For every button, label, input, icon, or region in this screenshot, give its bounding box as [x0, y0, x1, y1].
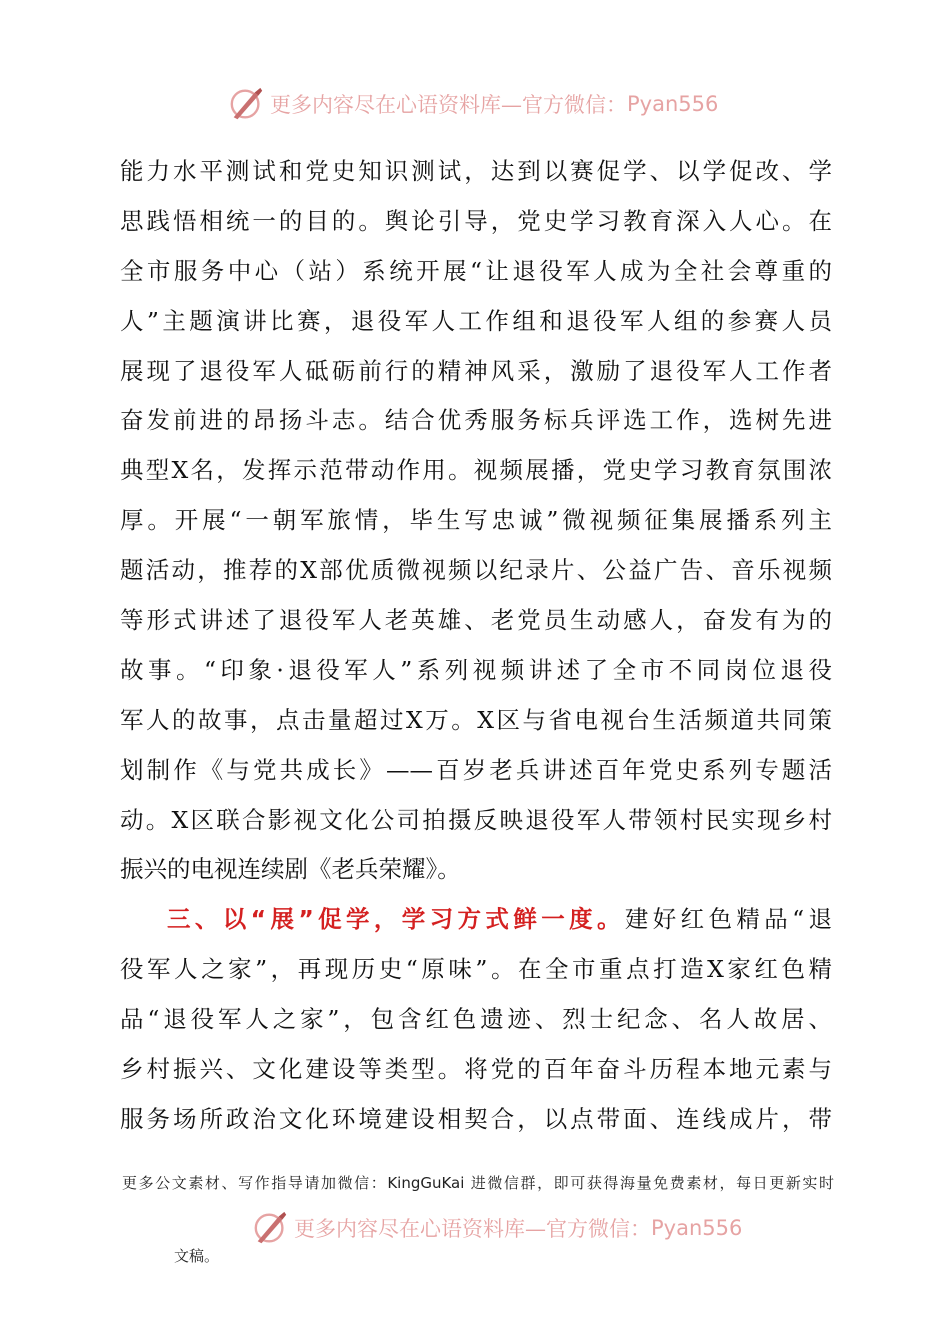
watermark-text: 更多内容尽在心语资料库—官方微信： — [294, 1217, 651, 1241]
body-line: 思践悟相统一的目的。舆论引导，党史学习教育深入人心。在 — [120, 206, 832, 235]
watermark-bottom — [252, 1208, 742, 1248]
body-line: 故事。“印象·退役军人”系列视频讲述了全市不同岗位退役 — [120, 655, 832, 684]
body-line: 奋发前进的昂扬斗志。结合优秀服务标兵评选工作，选树先进 — [120, 406, 832, 435]
body-line: 振兴的电视连续剧《老兵荣耀》。 — [120, 855, 461, 884]
body-line: 军人的故事，点击量超过X万。X区与省电视台生活频道共同策 — [120, 705, 832, 734]
body-line: 人”主题演讲比赛，退役军人工作组和退役军人组的参赛人员 — [120, 306, 832, 335]
body-line: 动。X区联合影视文化公司拍摄反映退役军人带领村民实现乡村 — [120, 805, 832, 834]
section-3-line: 乡村振兴、文化建设等类型。将党的百年奋斗历程本地元素与 — [120, 1055, 832, 1084]
pen-logo-icon — [252, 1209, 290, 1247]
section-3-line: 役军人之家”，再现历史“原味”。在全市重点打造X家红色精 — [120, 955, 832, 984]
section-3-first-line-rest: 建好红色精品“退 — [624, 905, 833, 934]
body-line: 全市服务中心（站）系统开展“让退役军人成为全社会尊重的 — [120, 256, 832, 285]
section-3-first-line — [120, 895, 832, 945]
watermark-text: 更多内容尽在心语资料库—官方微信： — [270, 93, 627, 117]
body-line: 展现了退役军人砥砺前行的精神风采，激励了退役军人工作者 — [120, 356, 832, 385]
pen-logo-icon — [228, 85, 266, 123]
body-line: 划制作《与党共成长》——百岁老兵讲述百年党史系列专题活 — [120, 755, 832, 784]
section-3-heading: 三、以“展”促学，学习方式鲜一度。 — [167, 905, 625, 934]
watermark-top — [228, 84, 718, 124]
body-line: 典型X名，发挥示范带动作用。视频展播，党史学习教育氛围浓 — [120, 456, 832, 485]
watermark-id: Pyan556 — [627, 92, 719, 116]
section-3-line: 品“退役军人之家”，包含红色遗迹、烈士纪念、名人故居、 — [120, 1005, 832, 1034]
body-line: 能力水平测试和党史知识测试，达到以赛促学、以学促改、学 — [120, 157, 832, 185]
body-line: 厚。开展“一朝军旅情，毕生写忠诚”微视频征集展播系列主 — [120, 506, 832, 535]
body-line: 题活动，推荐的X部优质微视频以纪录片、公益广告、音乐视频 — [120, 556, 832, 585]
body-line: 等形式讲述了退役军人老英雄、老党员生动感人，奋发有为的 — [120, 606, 832, 635]
watermark-id: Pyan556 — [651, 1216, 743, 1240]
document-body — [120, 147, 832, 1145]
footer-note: 更多公文素材、写作指导请加微信：KingGuKai 进微信群，即可获得海量免费素材，每日更新实时 — [122, 1174, 834, 1192]
section-3-line: 服务场所政治文化环境建设相契合，以点带面、连线成片，带 — [120, 1104, 832, 1133]
footer-note-continuation: 文稿。 — [174, 1247, 220, 1265]
